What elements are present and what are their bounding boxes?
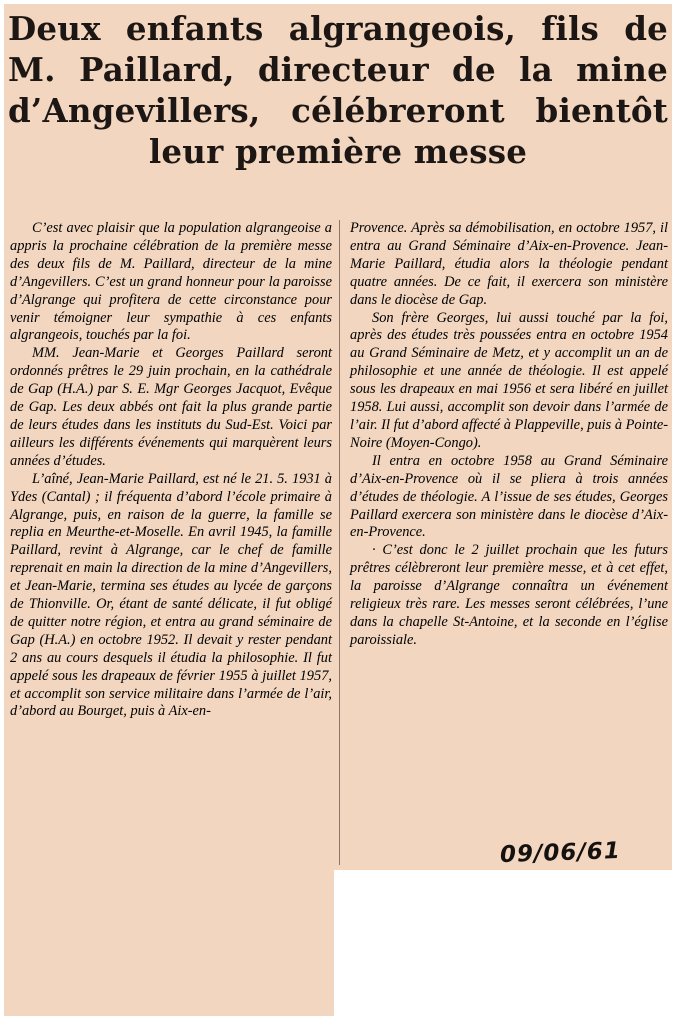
paragraph: MM. Jean-Marie et Georges Paillard seront ordonnés prêtres le 29 juin prochain, en la cathédrale de Gap (H.A.) par S. E. Mgr Georges Jacquot, Evêque de Gap. Les deux abbés ont fait la plus grande partie de leurs études dans les instituts du Sud-Est. Voici par ailleurs les différents événements qui marquèrent leurs années d’études.	[10, 345, 332, 469]
paragraph: C’est avec plaisir que la population algrangeoise a appris la prochaine célébration de la première messe des deux fils de M. Paillard, directeur de la mine d’Angevillers. C’est un grand honneur pour la paroisse d’Algrange qui profitera de cette circonstance pour venir témoigner leur sympathie à ces enfants algrangeois, touchés par la foi.	[10, 220, 332, 344]
paragraph: · C’est donc le 2 juillet prochain que les futurs prêtres célèbreront leur première messe, et à cet effet, la paroisse d’Algrange connaîtra un événement religieux très rare. Les messes seront célébrées, l’une dans la chapelle St-Antoine, et la seconde en l’église paroissiale.	[350, 542, 668, 648]
handwritten-date: 09/06/61	[499, 837, 622, 869]
paragraph: L’aîné, Jean-Marie Paillard, est né le 21. 5. 1931 à Ydes (Cantal) ; il fréquenta d’abord l’école primaire à Algrange, puis, en raison de la guerre, la famille se replia en Meurthe-et-Moselle. En avril 1945, la famille Paillard, revint à Algrange, car le chef de famille reprenait en main la direction de la mine d’Angevillers, et Jean-Marie, termina ses études au lycée de garçons de Thionville. Or, étant de santé délicate, il fut obligé de quitter notre région, et entra au grand séminaire de Gap (H.A.) en octobre 1952. Il devait y rester pendant 2 ans au cours desquels il étudia la philosophie. Il fut appelé sous les drapeaux de février 1955 à juillet 1957, et accomplit son service militaire dans l’armée de l’air, d’abord au Bourget, puis à Aix-en-	[10, 470, 332, 720]
right-column	[350, 220, 668, 650]
headline: Deux enfants algrangeois, fils de M. Paillard, directeur de la mine d’Angevillers, célébreront bientôt leur première messe	[8, 9, 668, 171]
clipping-bottom	[4, 860, 334, 1016]
left-column	[10, 220, 332, 721]
paragraph: Il entra en octobre 1958 au Grand Séminaire d’Aix-en-Provence où il se pliera à trois années d’études de théologie. A l’issue de ses études, Georges Paillard exercera son ministère dans le diocèse d’Aix-en-Provence.	[350, 452, 668, 541]
paragraph: Son frère Georges, lui aussi touché par la foi, après des études très poussées entra en octobre 1954 au Grand Séminaire de Metz, et y accomplit un an de philosophie et une année de théologie. Il est appelé sous les drapeaux en mai 1956 et sera libéré en juillet 1958. Lui aussi, accomplit son devoir dans l’armée de l’air. Il fut d’abord affecté à Plappeville, puis à Pointe-Noire (Moyen-Congo).	[350, 309, 668, 451]
column-divider	[339, 220, 340, 865]
paragraph: Provence. Après sa démobilisation, en octobre 1957, il entra au Grand Séminaire d’Aix-en-Provence. Jean-Marie Paillard, étudia alors la théologie pendant quatre années. De ce fait, il exercera son ministère dans le diocèse de Gap.	[350, 220, 668, 308]
